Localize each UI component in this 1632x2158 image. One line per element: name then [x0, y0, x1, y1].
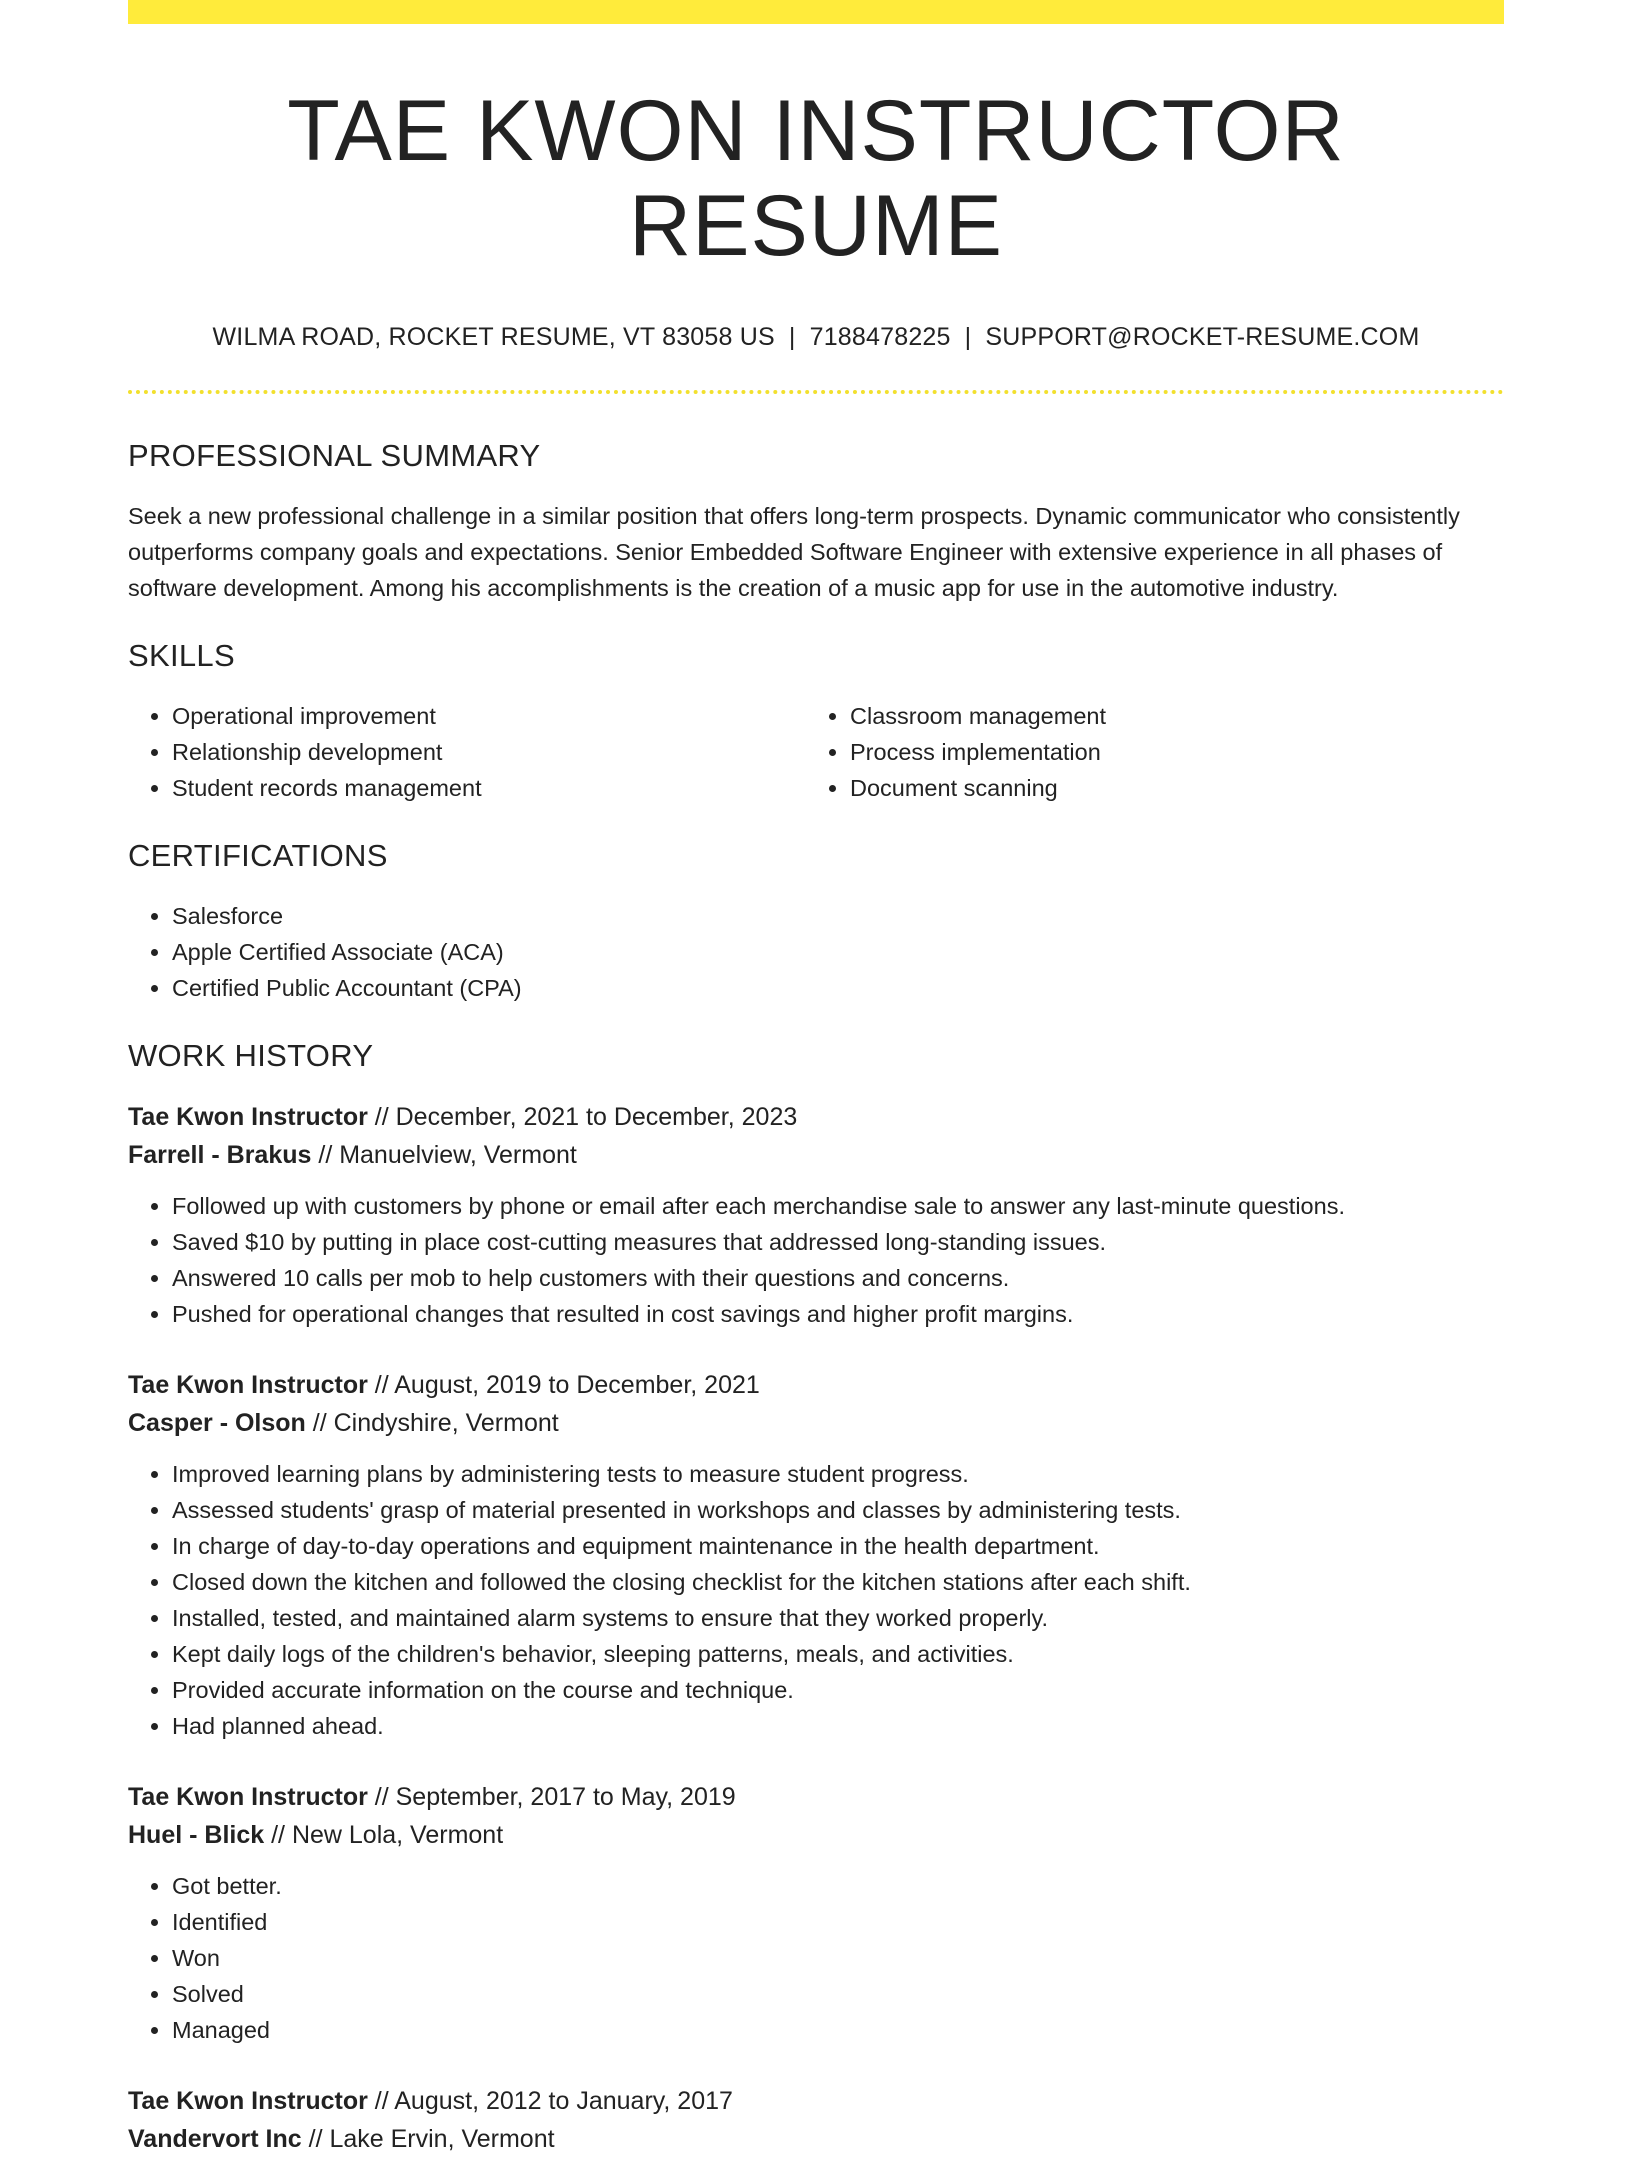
skill-item: • Process implementation — [850, 734, 1484, 770]
skills-column-right — [806, 698, 1484, 806]
certifications-list — [128, 898, 1504, 1006]
top-accent-bar — [128, 0, 1504, 24]
separator: | — [964, 323, 972, 352]
skills-heading: SKILLS — [128, 638, 235, 674]
job-bullet: • Had planned ahead. — [172, 1708, 1504, 1744]
certification-item: • Apple Certified Associate (ACA) — [172, 934, 1504, 970]
job-entry — [128, 1778, 1504, 2048]
job-bullets — [128, 1868, 1504, 2048]
job-company-line — [128, 2120, 1504, 2158]
job-role: Tae Kwon Instructor — [128, 2087, 368, 2116]
job-location: // Lake Ervin, Vermont — [301, 2125, 555, 2154]
contact-line — [128, 323, 1504, 352]
job-bullet: • Managed — [172, 2012, 1504, 2048]
skill-item: • Student records management — [172, 770, 806, 806]
job-bullet: • Pushed for operational changes that resulted in cost savings and higher profit margins. — [172, 1296, 1504, 1332]
skill-item: • Classroom management — [850, 698, 1484, 734]
job-entry — [128, 2082, 1504, 2158]
job-bullet: • Won — [172, 1940, 1504, 1976]
job-company-line — [128, 1136, 1504, 1174]
work-history-heading: WORK HISTORY — [128, 1038, 374, 1074]
certification-item: • Certified Public Accountant (CPA) — [172, 970, 1504, 1006]
job-dates: // August, 2012 to January, 2017 — [367, 2087, 733, 2116]
dotted-divider — [128, 390, 1504, 394]
job-role: Tae Kwon Instructor — [128, 1371, 368, 1400]
job-location: // Cindyshire, Vermont — [305, 1409, 559, 1438]
job-entry — [128, 1366, 1504, 1744]
certifications-heading: CERTIFICATIONS — [128, 838, 388, 874]
address: WILMA ROAD, ROCKET RESUME, VT 83058 US — [212, 323, 775, 352]
job-bullet: • Got better. — [172, 1868, 1504, 1904]
job-title-line — [128, 1778, 1504, 1816]
resume-title: TAE KWON INSTRUCTOR RESUME — [287, 83, 1345, 274]
job-dates: // September, 2017 to May, 2019 — [367, 1783, 736, 1812]
phone: 7188478225 — [809, 323, 951, 352]
job-company: Casper - Olson — [128, 1409, 306, 1438]
job-company-line — [128, 1404, 1504, 1442]
job-company: Farrell - Brakus — [128, 1141, 312, 1170]
job-bullet: • Provided accurate information on the course and technique. — [172, 1672, 1504, 1708]
job-location: // New Lola, Vermont — [264, 1821, 504, 1850]
job-company: Vandervort Inc — [128, 2125, 302, 2154]
separator: | — [788, 323, 796, 352]
job-entry — [128, 1098, 1504, 1332]
job-bullets — [128, 1188, 1504, 1332]
job-company-line — [128, 1816, 1504, 1854]
job-bullets — [128, 1456, 1504, 1744]
job-role: Tae Kwon Instructor — [128, 1783, 368, 1812]
job-bullet: • Identified — [172, 1904, 1504, 1940]
job-dates: // August, 2019 to December, 2021 — [367, 1371, 760, 1400]
skills-list — [128, 698, 1504, 806]
skill-item: • Document scanning — [850, 770, 1484, 806]
job-bullet: • Saved $10 by putting in place cost-cutting measures that addressed long-standing issues. — [172, 1224, 1504, 1260]
job-bullet: • In charge of day-to-day operations and equipment maintenance in the health department. — [172, 1528, 1504, 1564]
job-bullet: • Followed up with customers by phone or email after each merchandise sale to answer any last-minute questions. — [172, 1188, 1504, 1224]
job-bullet: • Solved — [172, 1976, 1504, 2012]
job-title-line — [128, 1098, 1504, 1136]
job-company: Huel - Blick — [128, 1821, 265, 1850]
job-bullet: • Installed, tested, and maintained alarm systems to ensure that they worked properly. — [172, 1600, 1504, 1636]
skill-item: • Operational improvement — [172, 698, 806, 734]
skill-item: • Relationship development — [172, 734, 806, 770]
job-bullet: • Kept daily logs of the children's behavior, sleeping patterns, meals, and activities. — [172, 1636, 1504, 1672]
summary-heading: PROFESSIONAL SUMMARY — [128, 438, 541, 474]
job-title-line — [128, 2082, 1504, 2120]
job-bullet: • Improved learning plans by administering tests to measure student progress. — [172, 1456, 1504, 1492]
skills-column-left — [128, 698, 806, 806]
job-location: // Manuelview, Vermont — [311, 1141, 577, 1170]
summary-text: Seek a new professional challenge in a similar position that offers long-term prospects. Dynamic communicator who consistently outperforms company goals and expectations. Senior Embedded Software Engineer with extensive experience in all phases of software development. Among his accomplishments is the creation of a music app for use in the automotive industry. — [128, 503, 1460, 602]
resume-page — [128, 0, 1504, 2158]
job-bullet: • Closed down the kitchen and followed the closing checklist for the kitchen stations after each shift. — [172, 1564, 1504, 1600]
job-dates: // December, 2021 to December, 2023 — [367, 1103, 798, 1132]
job-bullet: • Assessed students' grasp of material presented in workshops and classes by administering tests. — [172, 1492, 1504, 1528]
job-bullet: • Answered 10 calls per mob to help customers with their questions and concerns. — [172, 1260, 1504, 1296]
email-link[interactable]: SUPPORT@ROCKET-RESUME.COM — [985, 323, 1420, 352]
job-role: Tae Kwon Instructor — [128, 1103, 368, 1132]
job-title-line — [128, 1366, 1504, 1404]
certification-item: • Salesforce — [172, 898, 1504, 934]
